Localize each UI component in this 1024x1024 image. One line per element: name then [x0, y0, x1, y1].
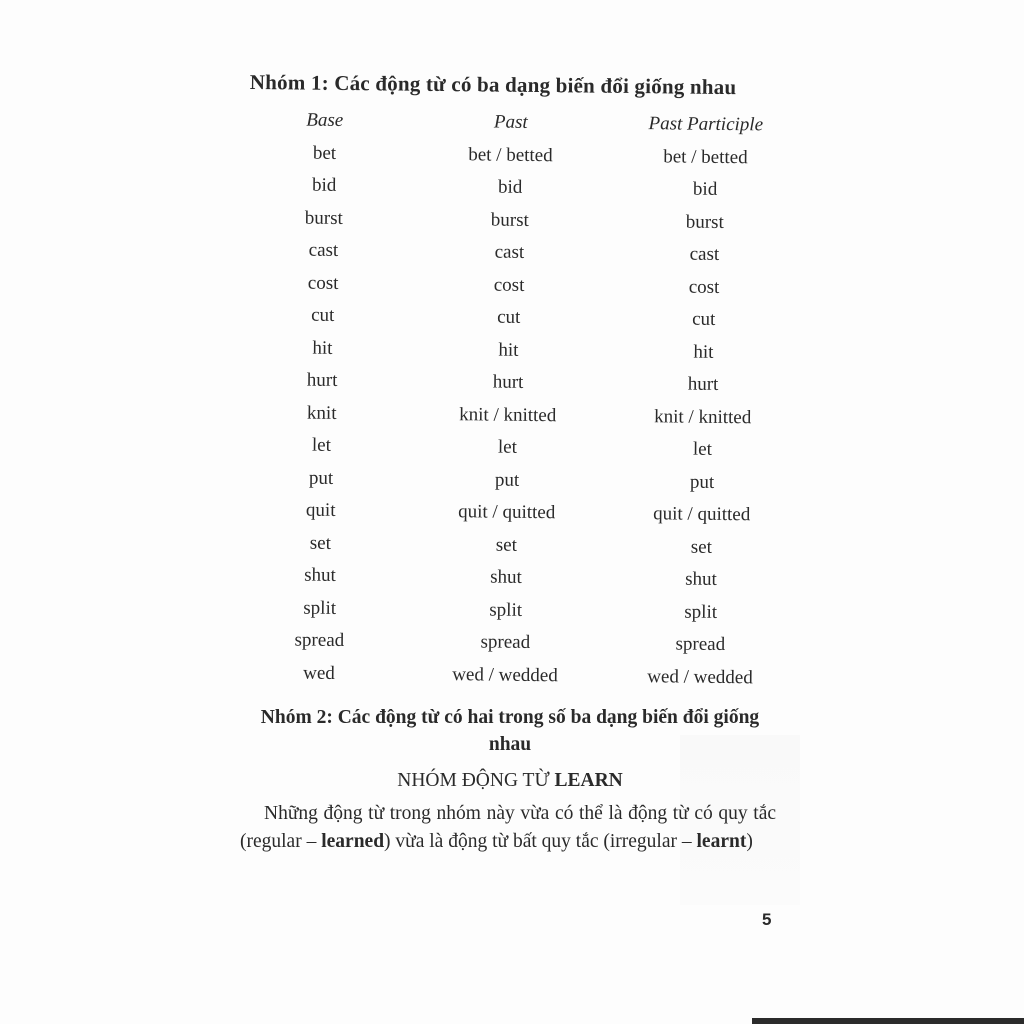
cell-base: hit	[312, 337, 333, 359]
cell-past: knit / knitted	[459, 403, 557, 426]
paragraph-part3: )	[746, 831, 753, 852]
cell-base: shut	[304, 564, 337, 587]
cell-participle: cast	[689, 243, 720, 266]
cell-past: hurt	[492, 371, 524, 394]
cell-past: bet / betted	[468, 144, 553, 166]
cell-base: cost	[307, 272, 339, 294]
cell-participle: cost	[688, 276, 720, 298]
cell-base: cast	[308, 239, 339, 262]
cell-participle: shut	[685, 568, 717, 591]
header-participle: Past Participle	[648, 113, 764, 136]
cell-past: spread	[480, 631, 531, 654]
cell-participle: hit	[693, 341, 714, 363]
cell-participle: spread	[675, 633, 726, 656]
learn-paragraph	[240, 800, 776, 856]
cell-past: split	[489, 599, 523, 621]
group1-title: Nhóm 1: Các động từ có ba dạng biến đổi giống nhau	[249, 70, 737, 100]
paragraph-bold-learnt: learnt	[696, 831, 747, 852]
header-past: Past	[493, 111, 528, 134]
cell-past: set	[495, 534, 518, 556]
cell-past: let	[497, 436, 518, 459]
cell-participle: cut	[692, 308, 716, 331]
cell-past: put	[494, 469, 520, 491]
cell-participle: quit / quitted	[653, 503, 751, 526]
cell-participle: burst	[685, 211, 724, 233]
cell-past: quit / quitted	[458, 501, 556, 524]
cell-base: split	[303, 597, 337, 619]
cell-participle: set	[690, 536, 713, 558]
cell-base: burst	[304, 207, 343, 229]
cell-base: quit	[305, 499, 336, 522]
cell-past: cast	[494, 241, 525, 264]
cell-base: hurt	[306, 369, 338, 392]
cell-base: spread	[294, 629, 345, 652]
table-row	[244, 656, 784, 694]
cell-base: put	[308, 467, 334, 489]
learn-heading	[240, 770, 780, 792]
cell-participle: split	[684, 601, 718, 623]
page-edge-shadow	[752, 1018, 1024, 1024]
learn-heading-prefix: NHÓM ĐỘNG TỪ	[397, 770, 555, 791]
cell-past: burst	[490, 209, 529, 231]
paragraph-bold-learned: learned	[321, 831, 385, 852]
cell-participle: let	[692, 438, 713, 461]
cell-base: let	[311, 434, 332, 457]
cell-participle: hurt	[687, 373, 719, 396]
cell-past: hit	[498, 339, 519, 361]
cell-base: cut	[311, 304, 335, 327]
cell-base: bet	[312, 142, 337, 164]
cell-past: wed / wedded	[452, 663, 558, 687]
cell-participle: put	[689, 471, 715, 493]
cell-participle: knit / knitted	[654, 406, 752, 429]
group2-title: Nhóm 2: Các động từ có hai trong số ba dạng biến đổi giống nhau	[260, 707, 760, 755]
cell-base: wed	[303, 662, 335, 684]
cell-participle: wed / wedded	[647, 665, 753, 689]
cell-base: knit	[306, 402, 337, 424]
paragraph-part2: ) vừa là động từ bất quy tắc (irregular –	[384, 831, 697, 852]
page-number: 5	[762, 910, 772, 929]
learn-heading-word: LEARN	[554, 770, 623, 791]
verb-table	[244, 104, 790, 695]
cell-base: set	[309, 532, 332, 554]
cell-past: bid	[497, 176, 523, 199]
cell-participle: bet / betted	[663, 146, 748, 168]
cell-past: cut	[497, 306, 521, 329]
header-base: Base	[306, 109, 344, 132]
cell-past: cost	[493, 274, 525, 296]
cell-participle: bid	[692, 178, 718, 201]
cell-past: shut	[490, 566, 523, 589]
paragraph-part1: Những động từ trong nhóm này vừa có thể là động từ có quy tắc (regular –	[240, 803, 776, 852]
cell-base: bid	[311, 174, 337, 197]
